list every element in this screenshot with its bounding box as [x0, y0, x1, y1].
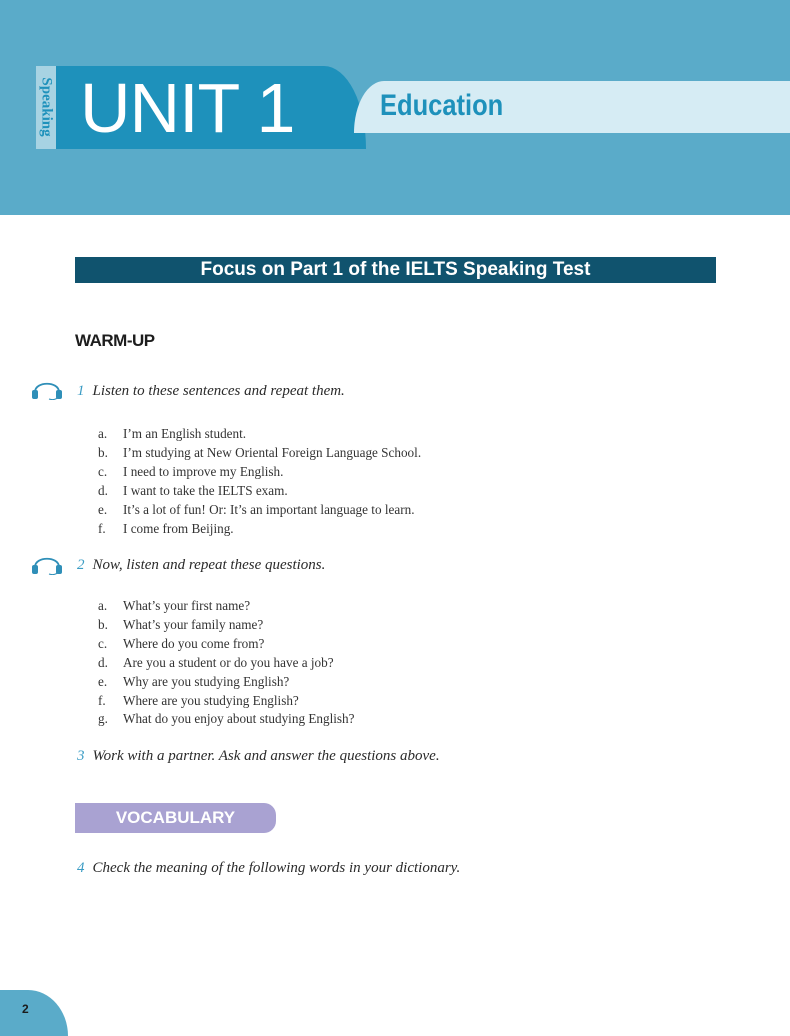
- exercise-4-instruction: [77, 860, 460, 877]
- list-item: [98, 482, 421, 501]
- page-number-tab: [0, 990, 68, 1036]
- focus-banner: Focus on Part 1 of the IELTS Speaking Test: [75, 257, 716, 283]
- exercise-1-instruction: [77, 383, 345, 400]
- list-item: [98, 463, 421, 482]
- item-letter: d.: [98, 654, 108, 670]
- exercise-number: 2: [77, 557, 85, 573]
- list-item: [98, 501, 421, 520]
- list-item: [98, 710, 354, 729]
- item-text: I come from Beijing.: [123, 520, 234, 536]
- instruction-text: Listen to these sentences and repeat them.: [92, 383, 345, 399]
- item-letter: b.: [98, 616, 108, 632]
- item-text: I need to improve my English.: [123, 463, 284, 479]
- topic-title: Education: [380, 89, 504, 122]
- list-item: [98, 444, 421, 463]
- item-letter: d.: [98, 482, 108, 498]
- list-item: [98, 692, 354, 711]
- instruction-text: Now, listen and repeat these questions.: [92, 557, 326, 573]
- item-letter: f.: [98, 520, 106, 536]
- item-letter: c.: [98, 635, 108, 651]
- headphones-icon[interactable]: [30, 553, 64, 575]
- item-letter: b.: [98, 444, 108, 460]
- item-letter: c.: [98, 463, 108, 479]
- item-text: I want to take the IELTS exam.: [123, 482, 288, 498]
- exercise-number: 1: [77, 383, 85, 399]
- exercise-number: 3: [77, 748, 85, 764]
- exercise-3-instruction: [77, 748, 440, 765]
- list-item: [98, 673, 354, 692]
- item-text: What’s your first name?: [123, 598, 251, 613]
- list-item: [98, 654, 354, 673]
- section-heading-vocabulary: VOCABULARY: [75, 803, 276, 833]
- item-text: It’s a lot of fun! Or: It’s an important language to learn.: [123, 501, 415, 517]
- list-item: [98, 597, 354, 616]
- item-letter: a.: [98, 426, 108, 441]
- instruction-text: Check the meaning of the following words in your dictionary.: [92, 860, 461, 876]
- page-number: 2: [22, 1002, 29, 1016]
- item-letter: a.: [98, 598, 108, 613]
- exercise-number: 4: [77, 860, 85, 876]
- item-letter: e.: [98, 501, 108, 517]
- item-text: Are you a student or do you have a job?: [123, 654, 334, 670]
- section-heading-warmup: WARM-UP: [75, 331, 155, 350]
- exercise-2-list: [98, 597, 354, 729]
- item-text: I’m studying at New Oriental Foreign Language School.: [123, 444, 422, 460]
- item-text: Why are you studying English?: [123, 673, 290, 689]
- item-letter: g.: [98, 711, 108, 727]
- exercise-2-instruction: [77, 557, 325, 574]
- list-item: [98, 425, 421, 444]
- unit-title: UNIT 1: [80, 69, 295, 147]
- section-label: Speaking: [38, 77, 55, 137]
- list-item: [98, 635, 354, 654]
- item-letter: e.: [98, 673, 108, 689]
- list-item: [98, 520, 421, 539]
- list-item: [98, 616, 354, 635]
- headphones-icon[interactable]: [30, 378, 64, 400]
- item-text: Where do you come from?: [123, 635, 265, 651]
- item-letter: f.: [98, 692, 106, 708]
- item-text: I’m an English student.: [123, 426, 247, 441]
- exercise-1-list: [98, 425, 421, 538]
- item-text: What’s your family name?: [123, 616, 264, 632]
- item-text: What do you enjoy about studying English?: [123, 711, 355, 727]
- item-text: Where are you studying English?: [123, 692, 299, 708]
- instruction-text: Work with a partner. Ask and answer the questions above.: [92, 748, 440, 764]
